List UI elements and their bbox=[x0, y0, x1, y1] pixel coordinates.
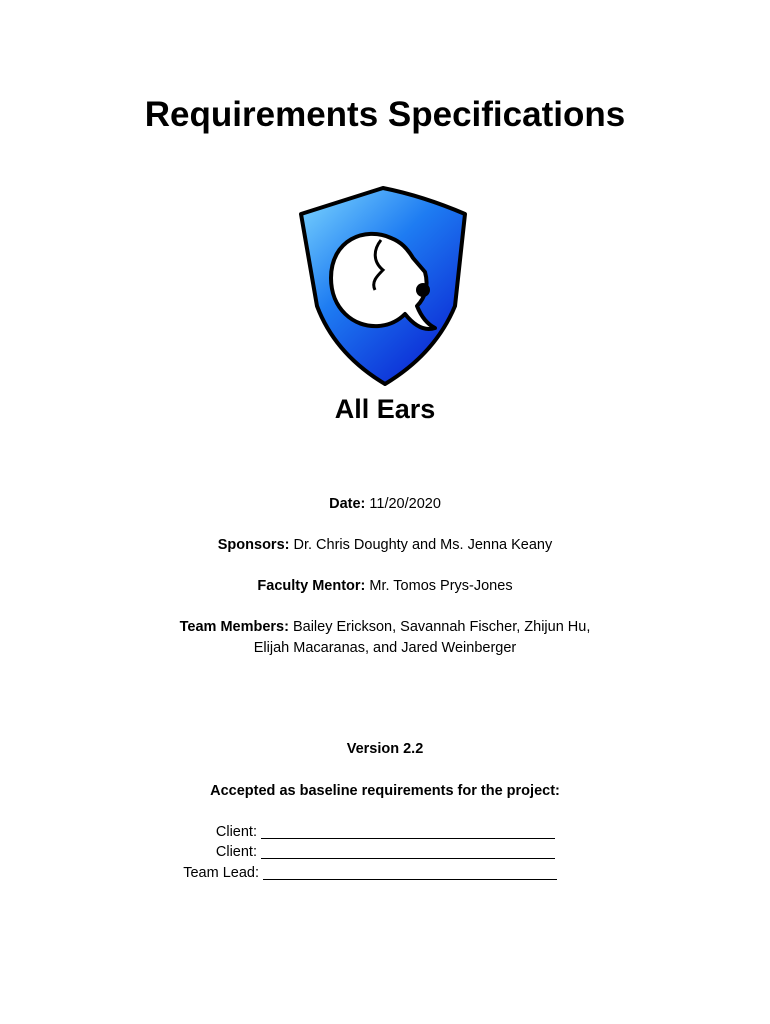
members-value-line1: Bailey Erickson, Savannah Fischer, Zhijun Hu, bbox=[292, 619, 591, 635]
acceptance-statement: Accepted as baseline requirements for the project: bbox=[210, 783, 560, 799]
signature-row-client-1 bbox=[0, 822, 770, 842]
date-line bbox=[0, 494, 770, 514]
signature-line bbox=[261, 858, 555, 859]
sponsors-line bbox=[0, 535, 770, 555]
signature-label: Client: bbox=[215, 824, 257, 840]
team-members-line-2 bbox=[0, 638, 770, 658]
signature-line bbox=[261, 838, 555, 839]
version-label: Version 2.2 bbox=[346, 741, 424, 757]
team-members-line bbox=[0, 617, 770, 637]
sponsors-value: Dr. Chris Doughty and Ms. Jenna Keany bbox=[293, 537, 553, 553]
signature-label: Team Lead: bbox=[183, 865, 259, 881]
members-label: Team Members: bbox=[179, 619, 289, 635]
mentor-label: Faculty Mentor: bbox=[257, 578, 366, 594]
elephant-shield-icon bbox=[295, 186, 475, 388]
signature-line bbox=[263, 879, 557, 880]
mentor-value: Mr. Tomos Prys-Jones bbox=[369, 578, 513, 594]
members-value-line2: Elijah Macaranas, and Jared Weinberger bbox=[253, 640, 517, 656]
document-title: Requirements Specifications bbox=[144, 95, 626, 134]
team-name: All Ears bbox=[334, 394, 436, 424]
date-value: 11/20/2020 bbox=[369, 496, 441, 512]
signature-row-team-lead bbox=[0, 863, 770, 883]
signature-label: Client: bbox=[215, 844, 257, 860]
date-label: Date: bbox=[329, 496, 366, 512]
sponsors-label: Sponsors: bbox=[217, 537, 290, 553]
mentor-line bbox=[0, 576, 770, 596]
signature-row-client-2 bbox=[0, 842, 770, 862]
